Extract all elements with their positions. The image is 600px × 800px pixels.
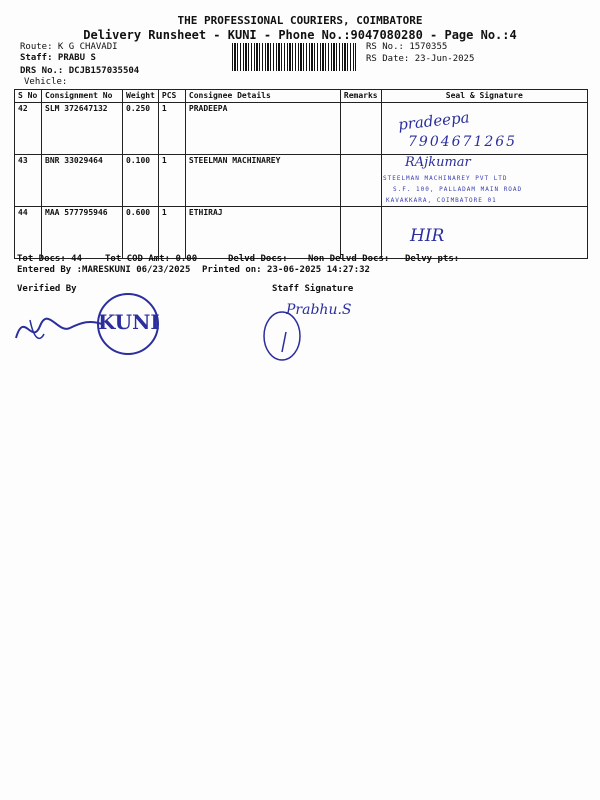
- cell-consignment: BNR 33029464: [42, 155, 123, 207]
- cell-consignment: SLM 372647132: [42, 103, 123, 155]
- signature-steelman: RAjkumar: [405, 155, 471, 170]
- col-consignee: Consignee Details: [185, 90, 340, 103]
- drs-number: DRS No.: DCJB157035504: [20, 66, 140, 76]
- signature-phone: 7904671265: [408, 134, 518, 150]
- company-stamp-line3: KAVAKKARA, COIMBATORE 01: [386, 197, 497, 204]
- col-remarks: Remarks: [340, 90, 381, 103]
- runsheet-table: [14, 89, 588, 259]
- company-stamp-line2: S.F. 100, PALLADAM MAIN ROAD: [393, 186, 523, 193]
- staff-label: Staff: PRABU S: [20, 53, 96, 63]
- printed-on: Printed on: 23-06-2025 14:27:32: [202, 265, 370, 275]
- col-weight: Weight: [123, 90, 159, 103]
- col-pcs: PCS: [158, 90, 185, 103]
- route-label: Route: K G CHAVADI: [20, 42, 118, 52]
- cell-consignee: ETHIRAJ: [185, 207, 340, 259]
- cell-pcs: 1: [158, 103, 185, 155]
- cell-remarks: [340, 103, 381, 155]
- cell-consignment: MAA 577795946: [42, 207, 123, 259]
- rs-number: RS No.: 1570355: [366, 42, 448, 52]
- entered-by: Entered By :MARESKUNI 06/23/2025: [17, 265, 191, 275]
- cell-remarks: [340, 207, 381, 259]
- staff-signature-label: Staff Signature: [272, 284, 354, 294]
- rs-date: RS Date: 23-Jun-2025: [366, 54, 475, 64]
- cell-weight: 0.600: [123, 207, 159, 259]
- col-consignment: Consignment No: [42, 90, 123, 103]
- vehicle-label: Vehicle:: [24, 77, 68, 87]
- col-seal-signature: Seal & Signature: [381, 90, 587, 103]
- table-row: [15, 207, 588, 259]
- runsheet-subtitle: Delivery Runsheet - KUNI - Phone No.:9047080280 - Page No.:4: [83, 28, 517, 42]
- cell-remarks: [340, 155, 381, 207]
- signature-ethiraj: HIR: [410, 226, 445, 246]
- delivered-docs: Delvd Docs:: [228, 254, 288, 264]
- cell-sno: 44: [15, 207, 42, 259]
- table-header-row: [15, 90, 588, 103]
- total-docs: Tot Docs: 44: [17, 254, 83, 264]
- total-cod: Tot COD Amt: 0.00: [105, 254, 198, 264]
- barcode: [232, 43, 356, 71]
- company-stamp-line1: STEELMAN MACHINAREY PVT LTD: [383, 175, 508, 182]
- cell-weight: 0.250: [123, 103, 159, 155]
- cell-weight: 0.100: [123, 155, 159, 207]
- verified-stamp-text: KUNI: [98, 310, 160, 334]
- cell-consignee: STEELMAN MACHINAREY: [185, 155, 340, 207]
- staff-signature: Prabhu.S: [286, 302, 352, 318]
- col-sno: S No: [15, 90, 42, 103]
- cell-sno: 42: [15, 103, 42, 155]
- cell-consignee: PRADEEPA: [185, 103, 340, 155]
- signature-pradeepa: pradeepa: [397, 108, 471, 134]
- delivery-points: Delvy pts:: [405, 254, 460, 264]
- cell-pcs: 1: [158, 207, 185, 259]
- non-delivered-docs: Non Delvd Docs:: [308, 254, 390, 264]
- cell-sno: 43: [15, 155, 42, 207]
- verified-by-label: Verified By: [17, 284, 77, 294]
- company-title: THE PROFESSIONAL COURIERS, COIMBATORE: [177, 14, 423, 27]
- cell-pcs: 1: [158, 155, 185, 207]
